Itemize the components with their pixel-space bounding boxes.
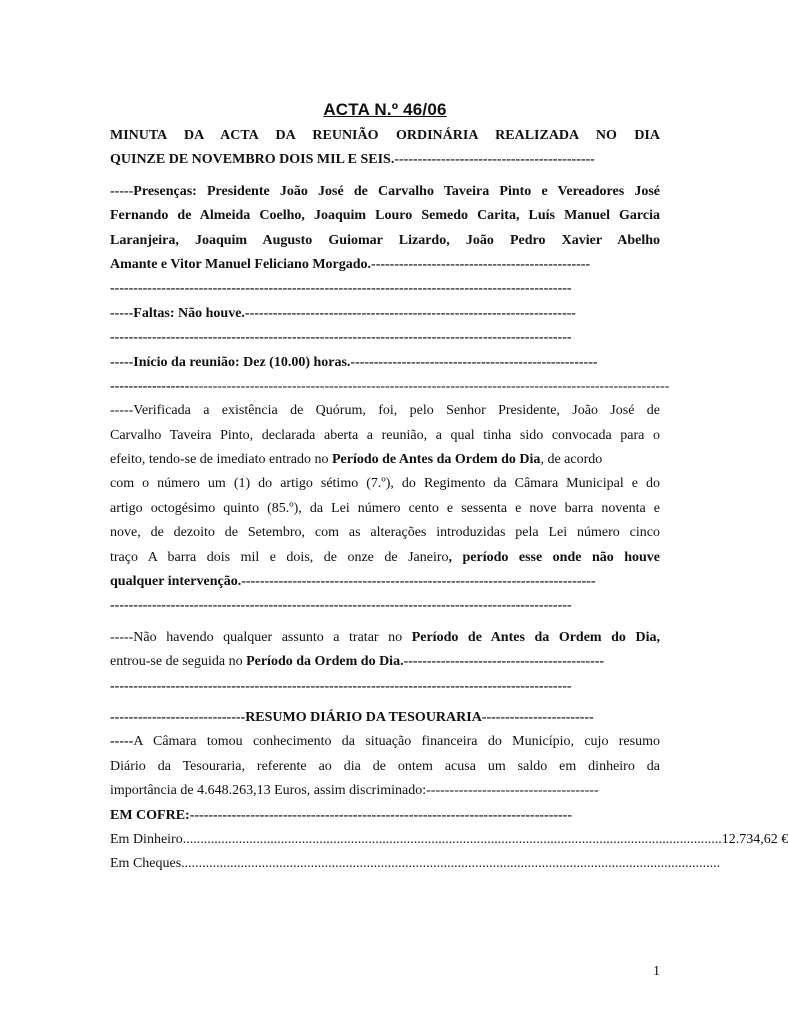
leader-dots: .......................................................................................................................................................... [182,831,722,847]
quorum-line-3 [110,448,660,472]
em-dinheiro-line [110,828,788,852]
resumo-heading: -----------------------------RESUMO DIÁRIO DA TESOURARIA------------------------ [110,709,594,725]
resumo-line-2: Diário da Tesouraria, referente ao dia de ontem acusa um saldo em dinheiro da [110,758,660,774]
quorum-line-4: com o número um (1) do artigo sétimo (7.º), do Regimento da Câmara Municipal e do [110,476,660,492]
page-number: 1 [653,964,660,979]
heading-line-2 [110,148,660,172]
heading-date: QUINZE DE NOVEMBRO DOIS MIL E SEIS [110,152,391,168]
em-cheques-line [110,852,721,876]
naohavendo-line-2 [110,650,660,674]
em-dinheiro-amount: 12.734,62 € [721,831,788,847]
resumo-text: A Câmara tomou conhecimento da situação financeira do Município, cujo resumo [133,734,660,750]
quorum-no-intervention-bold: , período esse onde não houve [448,549,660,565]
resumo-line-3: importância de 4.648.263,13 Euros, assim discriminado:------------------------------------- [110,783,599,799]
presencas-line-4: Amante e Vitor Manuel Feliciano Morgado.----------------------------------------------- [110,256,591,272]
resumo-line-1 [110,730,660,754]
quorum-text: efeito, tendo-se de imediato entrado no [110,452,332,468]
quorum-line-9: --------------------------------------------------------------------------------------------------- [110,598,572,614]
heading-line-1: MINUTA DA ACTA DA REUNIÃO ORDINÁRIA REALIZADA NO DIA [110,128,660,143]
presencas-line-2: Fernando de Almeida Coelho, Joaquim Louro Semedo Carita, Luís Manuel Garcia [110,208,660,224]
naohavendo-line-3: --------------------------------------------------------------------------------------------------- [110,678,572,694]
naohavendo-period-bold: Período de Antes da Ordem do Dia, [411,629,660,645]
quorum-line-1: -----Verificada a existência de Quórum, foi, pelo Senhor Presidente, João José de [110,403,660,419]
quorum-line-5: artigo octogésimo quinto (85.º), da Lei número cento e sessenta e nove barra noventa e [110,500,660,516]
resumo-dashes-bold: ----- [110,734,134,750]
heading-dashes: .------------------------------------------- [390,152,595,168]
naohavendo-line-1 [110,626,660,650]
quorum-period-bold: Período de Antes da Ordem do Dia [331,452,541,468]
em-cheques-label: Em Cheques [110,856,182,872]
naohavendo-text: -----Não havendo qualquer assunto a tratar no [110,629,412,645]
naohavendo-dashes: ------------------------------------------- [403,654,605,670]
naohavendo-order-bold: Período da Ordem do Dia. [246,654,404,670]
inicio-line-2 [110,375,670,399]
presencas-line-3: Laranjeira, Joaquim Augusto Guiomar Lizardo, João Pedro Xavier Abelho [110,232,660,248]
inicio-line-1: -----Início da reunião: Dez (10.00) horas.----------------------------------------------------- [110,354,598,370]
presencas-line-5: --------------------------------------------------------------------------------------------------- [110,281,572,297]
presencas-line-1: -----Presenças: Presidente João José de Carvalho Taveira Pinto e Vereadores José [110,183,660,199]
quorum-law-text: traço A barra dois mil e dois, de onze de Janeiro [110,549,449,565]
em-dinheiro-label: Em Dinheiro [110,831,183,847]
em-cofre-line: EM COFRE:---------------------------------------------------------------------------------- [110,807,573,823]
faltas-line-1: -----Faltas: Não houve.----------------------------------------------------------------------- [110,305,576,321]
quorum-line-6: nove, de dezoito de Setembro, com as alterações introduzidas pela Lei número cinco [110,525,660,541]
quorum-text-end: , de acordo [540,452,603,468]
naohavendo-entered-text: entrou-se de seguida no [110,654,247,670]
inicio-dashes-bold: ----------------- [110,378,190,394]
inicio-dashes: ------------------------------------------------------------------------------------------------------- [189,378,670,394]
leader-dots: .......................................................................................................................................................... [181,856,721,872]
quorum-line-8: qualquer intervenção.---------------------------------------------------------------------------- [110,574,596,590]
document-title: ACTA N.º 46/06 [323,100,447,119]
document-body [110,124,788,877]
quorum-line-2: Carvalho Taveira Pinto, declarada aberta a reunião, a qual tinha sido convocada para o [110,427,660,443]
quorum-line-7 [110,546,660,570]
faltas-line-2: --------------------------------------------------------------------------------------------------- [110,330,572,346]
